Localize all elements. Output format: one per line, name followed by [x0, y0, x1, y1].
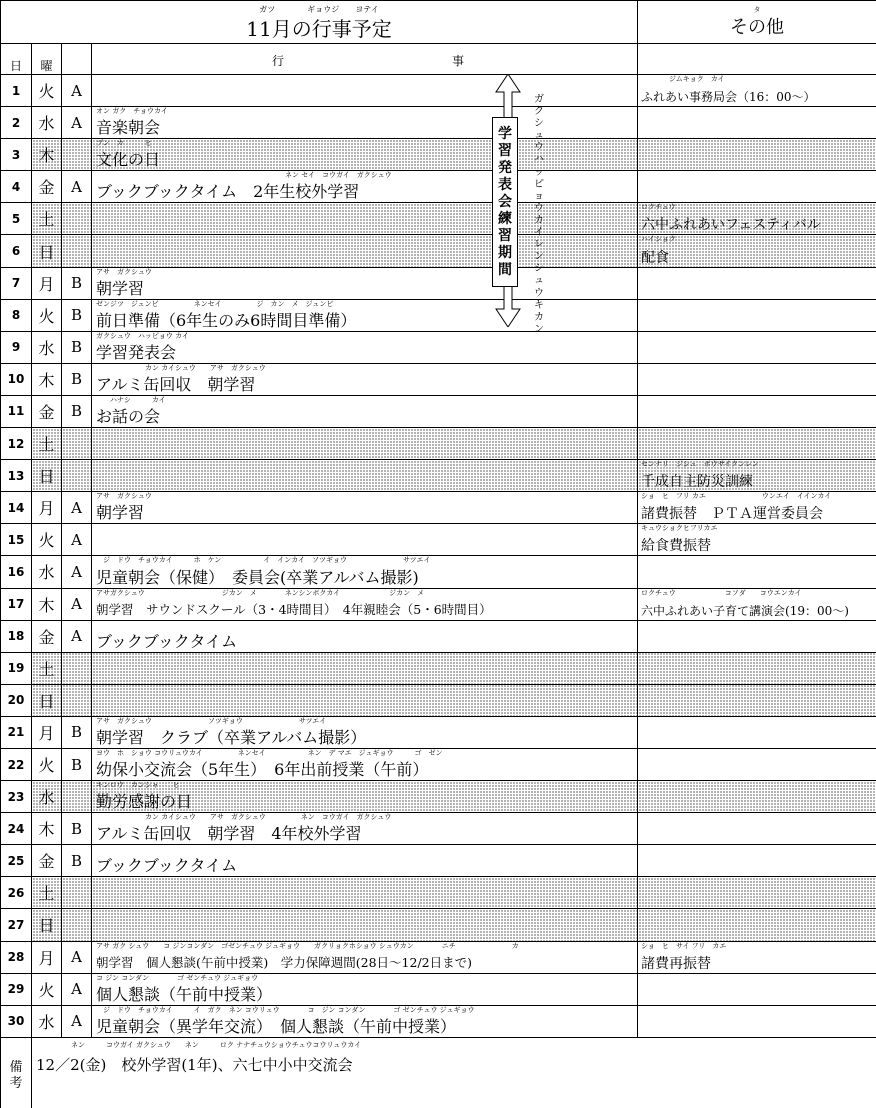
day-row	[1, 813, 876, 845]
other-title: その他	[730, 17, 785, 38]
day-row	[1, 267, 876, 299]
day-of-week: 水	[32, 1005, 62, 1037]
day-ab-schedule: A	[62, 973, 92, 1005]
day-row	[1, 139, 876, 171]
day-event	[92, 620, 638, 652]
header-event-right: 事	[452, 54, 465, 68]
day-event-ruby: ネン セイ コウガイ ガクシュウ	[96, 171, 392, 180]
day-event	[92, 299, 638, 331]
practice-period-ruby-char: ョ	[534, 190, 544, 202]
day-date: 12	[1, 428, 32, 460]
day-ab-schedule	[62, 460, 92, 492]
day-event	[92, 813, 638, 845]
day-row	[1, 941, 876, 973]
day-of-week: 火	[32, 299, 62, 331]
title-ruby: ガツ ギョウジ ヨテイ	[259, 5, 379, 14]
day-other-text: 配食	[641, 249, 670, 266]
day-date: 5	[1, 203, 32, 235]
day-event-ruby: アサ ガクシュウ	[96, 267, 152, 276]
practice-period-char: 習	[498, 142, 512, 159]
day-event-text: 朝学習 個人懇談(午前中授業) 学力保障週間(28日～12/2日まで)	[96, 954, 472, 970]
day-date: 23	[1, 781, 32, 813]
day-row	[1, 235, 876, 267]
day-event-ruby: カン カイシュウ アサ ガクシュウ	[96, 363, 266, 372]
day-other	[638, 716, 876, 748]
day-row	[1, 845, 876, 877]
day-of-week: 水	[32, 107, 62, 139]
practice-period-ruby-char: カ	[534, 311, 544, 323]
day-of-week: 月	[32, 716, 62, 748]
day-event	[92, 556, 638, 588]
day-ab-schedule: B	[62, 395, 92, 427]
day-date: 19	[1, 652, 32, 684]
day-event-text: アルミ缶回収 朝学習 4年校外学習	[96, 824, 362, 844]
notes-label-top: 備	[9, 1060, 23, 1076]
day-event-ruby: ブン カ ヒ	[96, 139, 152, 148]
day-event-text: 前日準備（6年生のみ6時間目準備）	[96, 310, 357, 330]
day-date: 8	[1, 299, 32, 331]
day-of-week: 木	[32, 363, 62, 395]
day-ab-schedule	[62, 235, 92, 267]
day-other-text: 六中ふれあい子育て講演会(19：00～)	[641, 603, 849, 618]
day-event-text: 個人懇談（午前中授業）	[96, 984, 273, 1004]
day-row	[1, 492, 876, 524]
day-ab-schedule: B	[62, 748, 92, 780]
day-event	[92, 716, 638, 748]
day-event-text: ブックブックタイム	[96, 631, 238, 651]
practice-period-char: 習	[498, 227, 512, 244]
day-other	[638, 203, 876, 235]
day-other	[638, 428, 876, 460]
day-date: 4	[1, 171, 32, 203]
day-other	[638, 107, 876, 139]
practice-period-char: 練	[498, 210, 512, 227]
day-event	[92, 460, 638, 492]
notes-label-bottom: 考	[9, 1076, 23, 1092]
day-row	[1, 524, 876, 556]
day-event	[92, 395, 638, 427]
day-other-text: 諸費再振替	[641, 955, 712, 972]
day-other	[638, 235, 876, 267]
day-other	[638, 363, 876, 395]
day-of-week: 土	[32, 652, 62, 684]
day-of-week: 木	[32, 813, 62, 845]
day-ab-schedule: A	[62, 1005, 92, 1037]
day-row	[1, 299, 876, 331]
practice-period-ruby-char: シ	[534, 263, 544, 275]
day-date: 14	[1, 492, 32, 524]
practice-period-ruby-char: ュ	[534, 275, 544, 287]
day-other-text: 給食費振替	[641, 538, 712, 555]
day-event	[92, 748, 638, 780]
day-other	[638, 492, 876, 524]
header-other	[638, 44, 876, 75]
day-row	[1, 428, 876, 460]
day-row	[1, 460, 876, 492]
practice-period-ruby-char: ハ	[534, 154, 544, 166]
day-date: 27	[1, 909, 32, 941]
day-row	[1, 684, 876, 716]
day-date: 30	[1, 1005, 32, 1037]
day-date: 2	[1, 107, 32, 139]
day-row	[1, 203, 876, 235]
day-event	[92, 652, 638, 684]
day-of-week: 火	[32, 973, 62, 1005]
day-ab-schedule: A	[62, 556, 92, 588]
day-ab-schedule: A	[62, 171, 92, 203]
day-other	[638, 331, 876, 363]
day-ab-schedule: B	[62, 267, 92, 299]
day-event	[92, 492, 638, 524]
day-other-ruby: センナリ ジシュ ボウサイクンレン	[641, 460, 759, 469]
day-event-ruby: ハナシ カイ	[96, 395, 166, 404]
header-date: 日	[1, 44, 32, 75]
day-event-text: 朝学習 サウンドスクール（3・4時間目） 4年親睦会（5・6時間目）	[96, 601, 492, 617]
title-cell	[1, 1, 638, 44]
day-row	[1, 877, 876, 909]
day-of-week: 月	[32, 492, 62, 524]
day-date: 1	[1, 75, 32, 107]
day-event	[92, 877, 638, 909]
day-other-ruby: ジムキョク カイ	[641, 75, 725, 83]
day-event-ruby: キンロウ カンシャ ヒ	[96, 781, 180, 790]
practice-period-ruby-char: ク	[534, 106, 544, 118]
day-event-text: 朝学習	[96, 278, 145, 298]
day-date: 3	[1, 139, 32, 171]
day-of-week: 日	[32, 460, 62, 492]
day-other-ruby: ショ ヒ フリ カエ ウンエイ イインカイ	[641, 492, 832, 501]
day-of-week: 金	[32, 845, 62, 877]
day-other	[638, 267, 876, 299]
day-other	[638, 460, 876, 492]
day-other-text: ふれあい事務局会（16：00～）	[641, 90, 816, 105]
page-title: 11月の行事予定	[246, 16, 392, 41]
day-event	[92, 973, 638, 1005]
day-event	[92, 171, 638, 203]
practice-period-char: 表	[498, 176, 512, 193]
day-ab-schedule: A	[62, 941, 92, 973]
day-other	[638, 813, 876, 845]
day-other	[638, 75, 876, 107]
day-other	[638, 620, 876, 652]
day-date: 11	[1, 395, 32, 427]
day-event-ruby: ゼンジツ ジュンビ ネンセイ ジ カン メ ジュンビ	[96, 299, 334, 308]
practice-period-ruby-char: ウ	[534, 287, 544, 299]
day-event-text: ブックブックタイム	[96, 856, 238, 876]
day-of-week: 月	[32, 267, 62, 299]
day-of-week: 金	[32, 171, 62, 203]
day-event	[92, 909, 638, 941]
practice-period-ruby-char: ッ	[534, 166, 544, 178]
notes-label	[1, 1037, 32, 1108]
day-event	[92, 139, 638, 171]
day-date: 7	[1, 267, 32, 299]
day-of-week: 水	[32, 331, 62, 363]
day-ab-schedule	[62, 139, 92, 171]
day-other-ruby: ハイショク	[641, 235, 676, 244]
day-row	[1, 748, 876, 780]
day-row	[1, 973, 876, 1005]
day-ab-schedule	[62, 909, 92, 941]
day-other	[638, 781, 876, 813]
day-event	[92, 363, 638, 395]
day-date: 26	[1, 877, 32, 909]
day-ab-schedule: B	[62, 716, 92, 748]
day-of-week: 木	[32, 588, 62, 620]
day-row	[1, 1005, 876, 1037]
practice-period-char: 期	[498, 244, 512, 261]
day-ab-schedule: A	[62, 524, 92, 556]
day-date: 28	[1, 941, 32, 973]
day-of-week: 日	[32, 909, 62, 941]
day-of-week: 木	[32, 139, 62, 171]
day-of-week: 火	[32, 748, 62, 780]
day-other	[638, 684, 876, 716]
day-of-week: 金	[32, 395, 62, 427]
practice-period-ruby-char: イ	[534, 227, 544, 239]
day-ab-schedule	[62, 652, 92, 684]
practice-period-ruby-char: ウ	[534, 142, 544, 154]
day-date: 10	[1, 363, 32, 395]
day-event-text: アルミ缶回収 朝学習	[96, 374, 256, 394]
day-of-week: 日	[32, 684, 62, 716]
day-ab-schedule	[62, 781, 92, 813]
day-event-ruby: アサガクシュウ ジカン メ ネンシンボクカイ ジカン メ	[96, 588, 425, 597]
practice-period-ruby-char: ガ	[534, 94, 544, 105]
practice-period-char: 間	[498, 261, 512, 278]
day-row	[1, 556, 876, 588]
notes-text: 12／2(金) 校外学習(1年)、六七中小中交流会	[36, 1055, 353, 1074]
day-of-week: 金	[32, 620, 62, 652]
day-ab-schedule: A	[62, 492, 92, 524]
day-ab-schedule: B	[62, 299, 92, 331]
day-other	[638, 973, 876, 1005]
day-other	[638, 171, 876, 203]
day-date: 9	[1, 331, 32, 363]
day-date: 17	[1, 588, 32, 620]
day-other	[638, 748, 876, 780]
day-row	[1, 716, 876, 748]
practice-period-ruby-char: ン	[534, 251, 544, 263]
day-row	[1, 588, 876, 620]
day-event-text: 幼保小交流会（5年生） 6年出前授業（午前）	[96, 760, 429, 780]
day-ab-schedule	[62, 203, 92, 235]
day-ab-schedule	[62, 428, 92, 460]
day-event	[92, 941, 638, 973]
practice-period-ruby-char: ウ	[534, 202, 544, 214]
day-event-text: お話の会	[96, 407, 161, 427]
day-event-text: 朝学習 クラブ（卒業アルバム撮影）	[96, 727, 367, 747]
day-other-text: 千成自主防災訓練	[641, 474, 754, 491]
day-event-ruby: カン カイシュウ アサ ガクシュウ ネン コウガイ ガクシュウ	[96, 813, 392, 822]
day-event	[92, 235, 638, 267]
other-title-cell	[638, 1, 876, 44]
day-of-week: 月	[32, 941, 62, 973]
day-other-ruby: ロクチュウ コソダ コウエンカイ	[641, 588, 802, 597]
day-row	[1, 909, 876, 941]
header-event-left: 行	[272, 54, 285, 68]
day-ab-schedule	[62, 684, 92, 716]
practice-period-ruby	[533, 94, 545, 336]
day-event-text: 児童朝会（異学年交流） 個人懇談（午前中授業）	[96, 1016, 457, 1036]
day-ab-schedule: A	[62, 75, 92, 107]
day-event	[92, 1005, 638, 1037]
day-other-text: 六中ふれあいフェスティバル	[641, 217, 821, 234]
practice-period-label	[492, 117, 518, 287]
header-event	[92, 44, 638, 75]
day-other-ruby: キュウショクヒフリカエ	[641, 524, 718, 533]
day-ab-schedule: A	[62, 620, 92, 652]
day-other	[638, 941, 876, 973]
day-other	[638, 909, 876, 941]
day-event-ruby: アサ ガクシュウ ソツギョウ サツエイ	[96, 716, 327, 725]
day-other-ruby: ロクチュウ	[641, 203, 676, 212]
day-event-ruby: ガクシュウ ハッピョウ カイ	[96, 331, 189, 340]
day-event	[92, 845, 638, 877]
practice-period-ruby-char: レ	[534, 239, 544, 251]
practice-period-char: 会	[498, 193, 512, 210]
day-date: 6	[1, 235, 32, 267]
day-of-week: 土	[32, 428, 62, 460]
day-date: 13	[1, 460, 32, 492]
day-date: 29	[1, 973, 32, 1005]
practice-period-ruby-char: キ	[534, 299, 544, 311]
practice-period-char: 学	[498, 125, 512, 142]
day-event	[92, 684, 638, 716]
practice-period-ruby-char: カ	[534, 214, 544, 226]
day-event-text: ブックブックタイム 2年生校外学習	[96, 182, 360, 202]
day-event-ruby: アサ ガクシュウ	[96, 492, 152, 501]
day-other	[638, 652, 876, 684]
practice-period-ruby-char: ピ	[534, 178, 544, 190]
day-event-text: 学習発表会	[96, 342, 177, 362]
day-row	[1, 107, 876, 139]
day-event-text: 勤労感謝の日	[96, 792, 193, 812]
day-event	[92, 203, 638, 235]
day-ab-schedule: B	[62, 331, 92, 363]
day-row	[1, 363, 876, 395]
practice-period-ruby-char: シ	[534, 118, 544, 130]
day-row	[1, 171, 876, 203]
day-date: 22	[1, 748, 32, 780]
header-dow: 曜	[32, 44, 62, 75]
day-other	[638, 877, 876, 909]
day-event	[92, 331, 638, 363]
day-of-week: 火	[32, 75, 62, 107]
day-date: 18	[1, 620, 32, 652]
day-row	[1, 652, 876, 684]
day-other	[638, 588, 876, 620]
other-title-ruby: タ	[753, 6, 761, 14]
notes-row	[1, 1037, 876, 1108]
day-date: 20	[1, 684, 32, 716]
day-other	[638, 139, 876, 171]
day-date: 24	[1, 813, 32, 845]
day-event-text: 児童朝会（保健） 委員会(卒業アルバム撮影)	[96, 567, 419, 587]
day-of-week: 土	[32, 203, 62, 235]
day-of-week: 水	[32, 781, 62, 813]
day-event	[92, 107, 638, 139]
day-event-ruby: オン ガク チョウカイ	[96, 107, 168, 116]
day-ab-schedule: B	[62, 845, 92, 877]
practice-period-ruby-char: ン	[534, 323, 544, 335]
day-event-text: 朝学習	[96, 503, 145, 523]
day-date: 16	[1, 556, 32, 588]
day-row	[1, 781, 876, 813]
day-other-text: 諸費振替 ＰＴＡ運営委員会	[641, 506, 824, 523]
day-row	[1, 331, 876, 363]
day-ab-schedule: A	[62, 588, 92, 620]
day-other	[638, 556, 876, 588]
day-of-week: 日	[32, 235, 62, 267]
day-ab-schedule: B	[62, 363, 92, 395]
day-other-ruby: ショ ヒ サイ フリ カエ	[641, 941, 727, 950]
day-event-text: 文化の日	[96, 150, 161, 170]
day-of-week: 水	[32, 556, 62, 588]
day-event-ruby: ヨウ ホ ショウ コウリュウカイ ネンセイ ネン デ マエ ジュギョウ ゴ ゼン	[96, 748, 443, 757]
day-event-ruby: アサ ガク シュウ コ ジンコンダン ゴゼンチュウ ジュギョウ ガクリョクホショウ シュウカン ニチ カ	[96, 941, 519, 950]
day-other	[638, 299, 876, 331]
day-event	[92, 524, 638, 556]
day-event-ruby: ジ ドウ チョウカイ ホ ケン イ インカイ ソツギョウ サツエイ	[96, 556, 431, 565]
day-date: 15	[1, 524, 32, 556]
day-other	[638, 395, 876, 427]
day-event	[92, 781, 638, 813]
notes-cell	[32, 1037, 876, 1108]
day-other	[638, 1005, 876, 1037]
day-event-ruby: ジ ドウ チョウカイ イ ガク ネン コウリュウ コ ジン コンダン ゴ ゼンチュウ ジュギョウ	[96, 1005, 475, 1014]
day-date: 21	[1, 716, 32, 748]
day-date: 25	[1, 845, 32, 877]
day-event-text: 音楽朝会	[96, 118, 161, 138]
day-event-ruby: コ ジン コンダン ゴ ゼンチュウ ジュギョウ	[96, 973, 259, 982]
header-ab	[62, 44, 92, 75]
day-other	[638, 845, 876, 877]
practice-period-char: 発	[498, 159, 512, 176]
day-other	[638, 524, 876, 556]
practice-period-ruby-char: ュ	[534, 130, 544, 142]
day-event	[92, 267, 638, 299]
day-ab-schedule: B	[62, 813, 92, 845]
day-row	[1, 620, 876, 652]
day-ab-schedule	[62, 877, 92, 909]
notes-ruby: ネン コウガイ ガクシュウ ネン ロク ナナチュウショウチュウコウリュウカイ	[36, 1040, 362, 1049]
day-of-week: 火	[32, 524, 62, 556]
day-ab-schedule: A	[62, 107, 92, 139]
day-of-week: 土	[32, 877, 62, 909]
day-event	[92, 588, 638, 620]
day-row	[1, 75, 876, 107]
day-event	[92, 428, 638, 460]
day-event	[92, 75, 638, 107]
day-row	[1, 395, 876, 427]
